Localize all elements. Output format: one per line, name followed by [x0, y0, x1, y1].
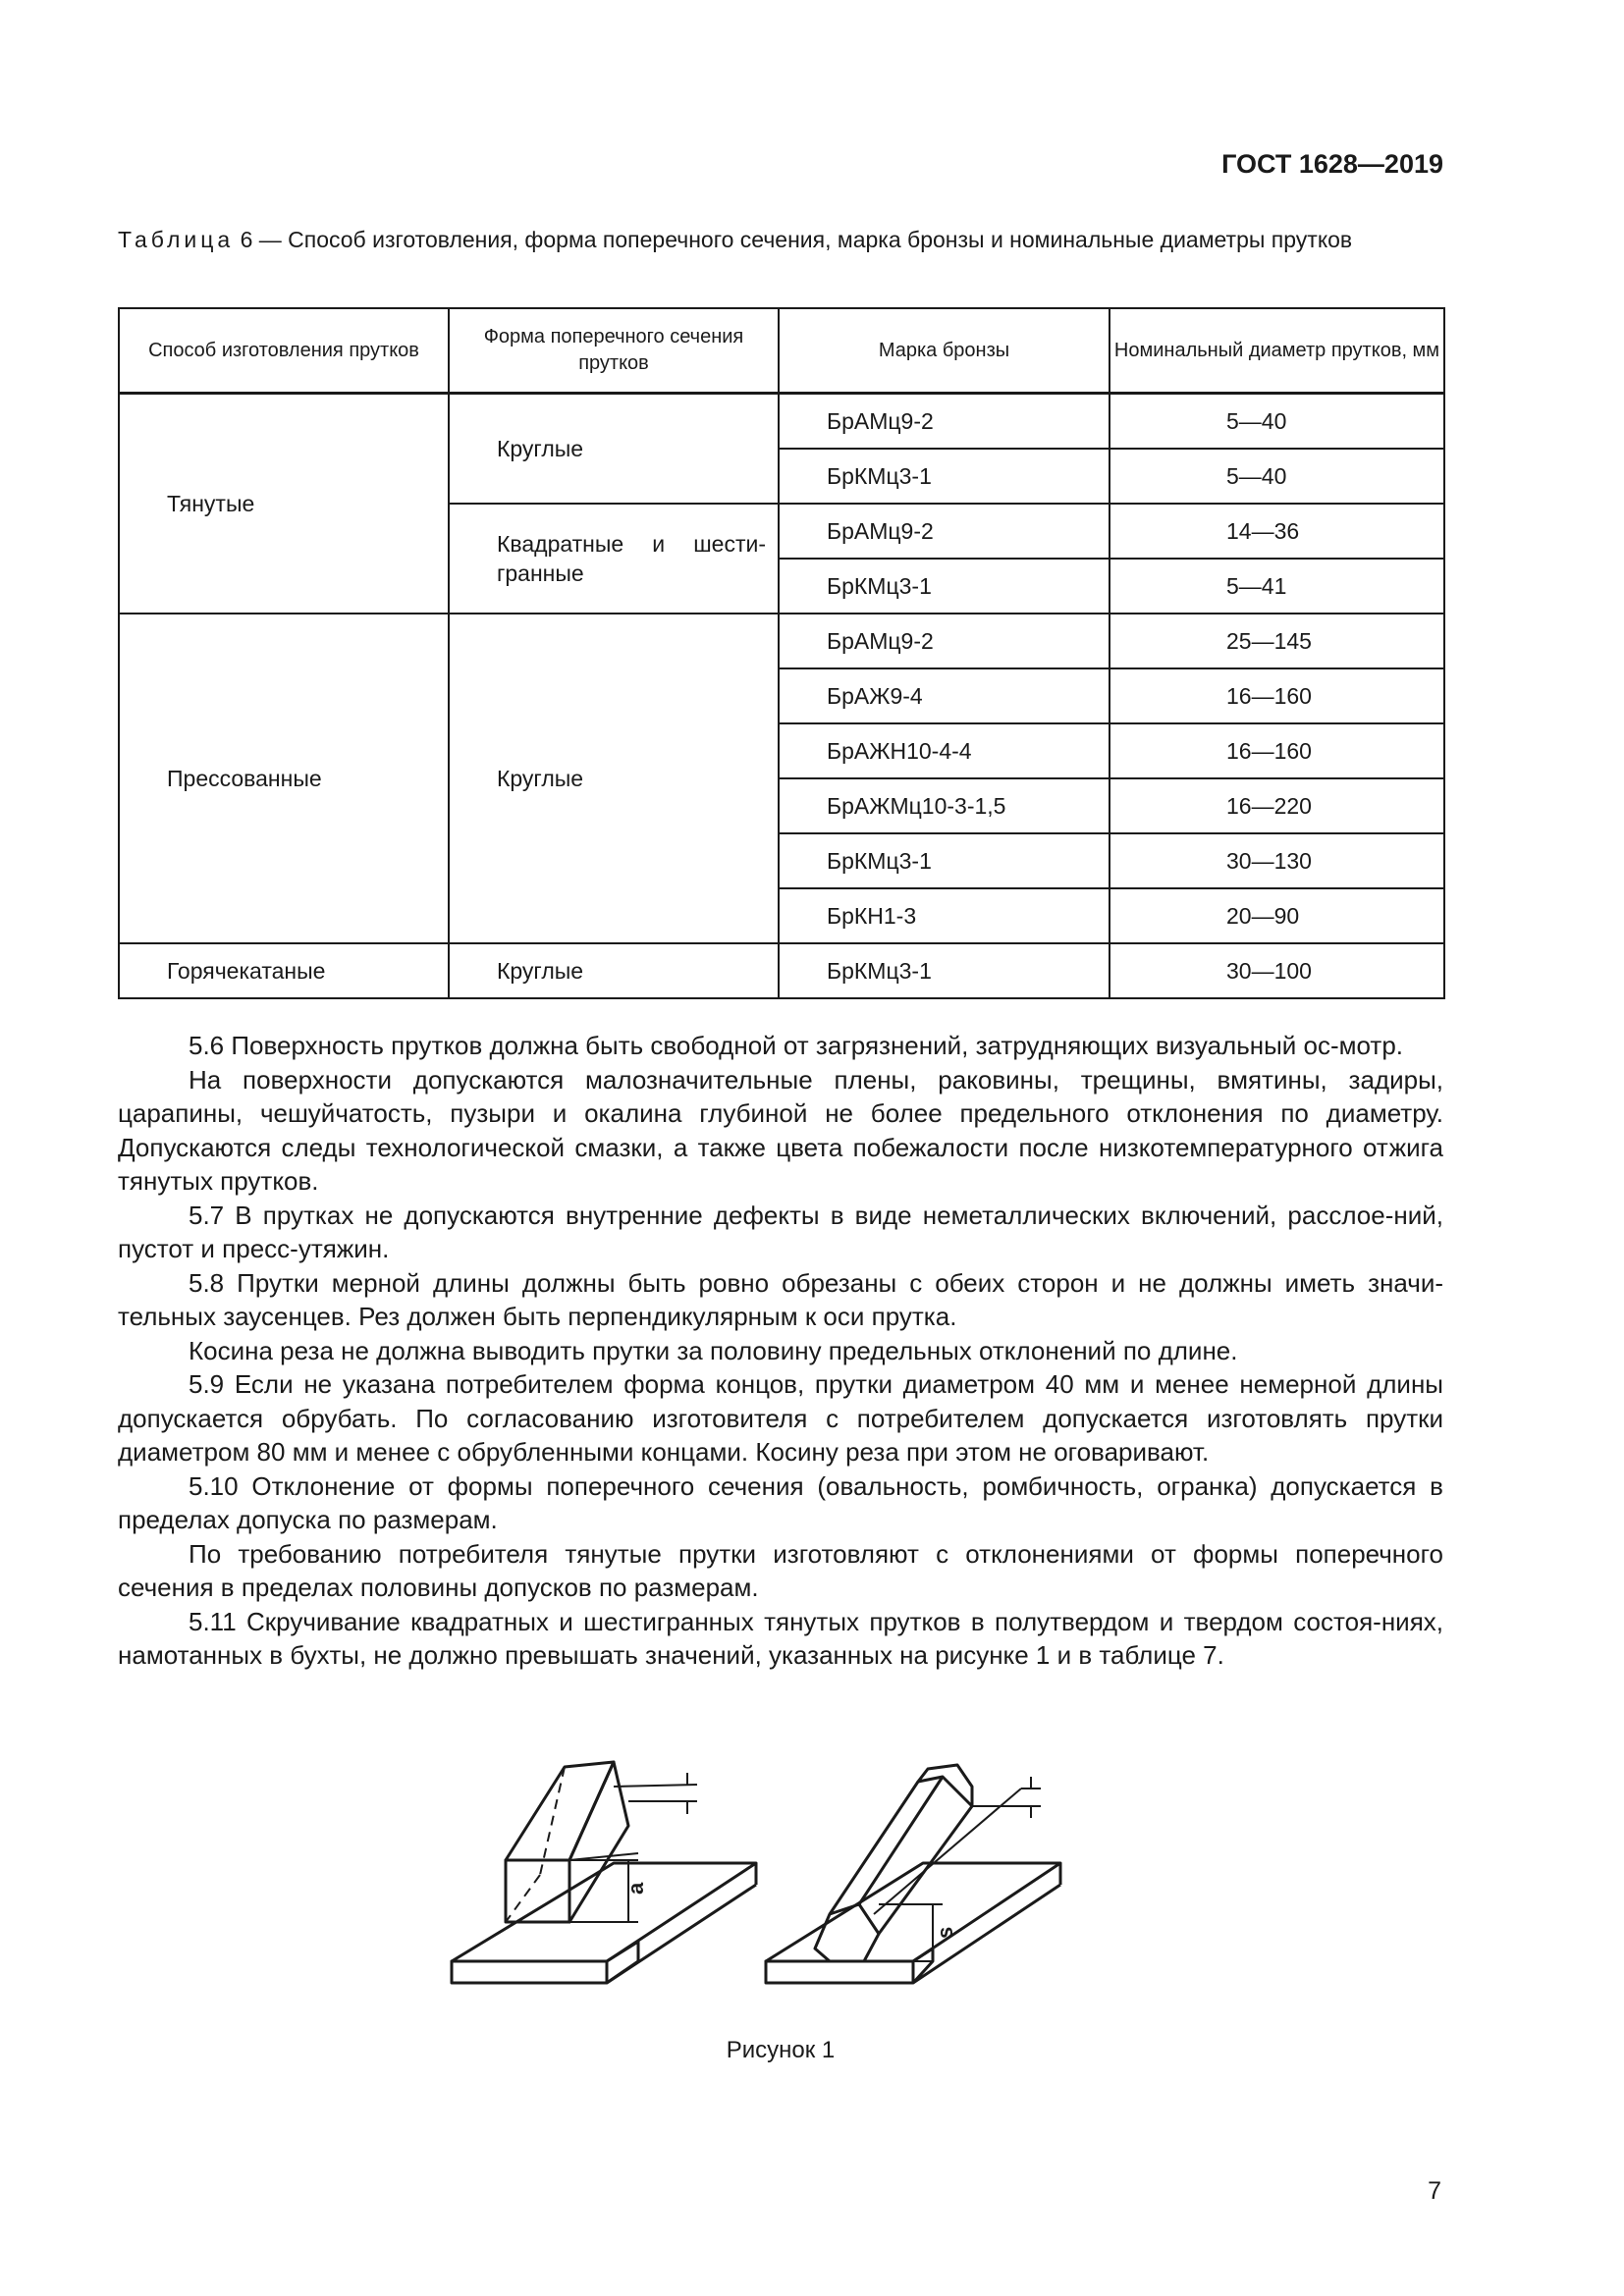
- support-plate-right: [766, 1949, 933, 1983]
- paragraph: Косина реза не должна выводить прутки за половину предельных отклонений по длине.: [189, 1335, 1238, 1365]
- form-round: Круглые: [449, 394, 779, 505]
- grade-cell: БрКМц3-1: [779, 559, 1110, 614]
- table-row: [119, 614, 1444, 668]
- method-hot-rolled: Горячекатаные: [119, 943, 449, 998]
- support-plate-right-top: [766, 1863, 1060, 1961]
- page-number: 7: [1428, 2177, 1441, 2205]
- table-row: [119, 943, 1444, 998]
- diameter-cell: 16—160: [1110, 668, 1444, 723]
- square-bar-left-face: [506, 1762, 614, 1860]
- grade-cell: БрАМц9-2: [779, 394, 1110, 450]
- form-round: Круглые: [449, 614, 779, 943]
- table-caption-label: Таблица: [118, 227, 235, 252]
- diameter-cell: 30—130: [1110, 833, 1444, 888]
- grade-cell: БрАМц9-2: [779, 504, 1110, 559]
- diameter-cell: 30—100: [1110, 943, 1444, 998]
- diameter-cell: 14—36: [1110, 504, 1444, 559]
- table-caption-text: 6 — Способ изготовления, форма поперечного сечения, марка бронзы и номинальные диаметры прутков: [234, 227, 1353, 252]
- body-text: [118, 1029, 1443, 1673]
- paragraph-5-9: 5.9 Если не указана потребителем форма концов, прутки диаметром 40 мм и менее немерной длины допускается обрубать. По согласованию изготовителя с потребителем допускается изготовлять прутки диаметром 80 мм и менее с обрубленными концами. Косину реза при этом не оговаривают.: [118, 1369, 1443, 1467]
- table-row: [119, 394, 1444, 450]
- hex-bar-end-face: [815, 1904, 879, 1961]
- square-bar-end-face: [506, 1860, 569, 1922]
- diameter-cell: 5—41: [1110, 559, 1444, 614]
- header-form: Форма поперечного сечения прутков: [449, 308, 779, 394]
- paragraph-5-6: 5.6 Поверхность прутков должна быть свободной от загрязнений, затрудняющих визуальный ос-мотр.: [189, 1031, 1404, 1060]
- dimension-label-s: s: [933, 1926, 957, 1939]
- paragraph-5-10: 5.10 Отклонение от формы поперечного сечения (овальность, ромбичность, огранка) допускается в пределах допуска по размерам.: [118, 1470, 1443, 1534]
- diameter-cell: 16—220: [1110, 778, 1444, 833]
- table-header-row: [119, 308, 1444, 394]
- support-plate-left-top: [452, 1863, 756, 1961]
- paragraph: На поверхности допускаются малозначительные плены, раковины, трещины, вмятины, задиры, царапины, чешуйчатость, пузыри и окалина глубиной не более предельного отклонения по диаметру. Допускаются следы технологической смазки, а также цвета побежалости после низкотемпературного отжига тянутых прутков.: [118, 1064, 1443, 1196]
- diameter-cell: 16—160: [1110, 723, 1444, 778]
- paragraph-5-11: 5.11 Скручивание квадратных и шестигранных тянутых прутков в полутвердом и твердом состоя-ниях, намотанных в бухты, не должно превышать значений, указанных на рисунке 1 и в таблице 7.: [118, 1606, 1443, 1670]
- grade-cell: БрКМц3-1: [779, 449, 1110, 504]
- table-6: [118, 307, 1445, 999]
- table-caption: [118, 224, 1443, 256]
- header-grade: Марка бронзы: [779, 308, 1110, 394]
- header-method: Способ изготовления прутков: [119, 308, 449, 394]
- diameter-cell: 5—40: [1110, 449, 1444, 504]
- grade-cell: БрКМц3-1: [779, 833, 1110, 888]
- paragraph-5-7: 5.7 В прутках не допускаются внутренние дефекты в виде неметаллических включений, расслое-ний, пустот и пресс-утяжин.: [118, 1200, 1443, 1263]
- grade-cell: БрКН1-3: [779, 888, 1110, 943]
- header-diameter: Номинальный диаметр прутков, мм: [1110, 308, 1444, 394]
- form-round: Круглые: [449, 943, 779, 998]
- hexagonal-bar-sketch: [766, 1765, 1060, 1983]
- dimension-label-a: a: [623, 1882, 648, 1895]
- form-square-hex: Квадратные и шести-гранные: [449, 504, 779, 614]
- grade-cell: БрАЖМц10-3-1,5: [779, 778, 1110, 833]
- figure-caption: Рисунок 1: [726, 2037, 836, 2063]
- grade-cell: БрКМц3-1: [779, 943, 1110, 998]
- diameter-cell: 20—90: [1110, 888, 1444, 943]
- method-pressed: Прессованные: [119, 614, 449, 943]
- paragraph-5-8: 5.8 Прутки мерной длины должны быть ровно обрезаны с обеих сторон и не должны иметь значи-тельных заусенцев. Рез должен быть перпендикулярным к оси прутка.: [118, 1267, 1443, 1331]
- grade-cell: БрАМц9-2: [779, 614, 1110, 668]
- document-code: ГОСТ 1628—2019: [1221, 149, 1443, 179]
- grade-cell: БрАЖН10-4-4: [779, 723, 1110, 778]
- method-drawn: Тянутые: [119, 394, 449, 614]
- figure-1-drawing: [442, 1747, 1080, 2002]
- grade-cell: БрАЖ9-4: [779, 668, 1110, 723]
- diameter-cell: 5—40: [1110, 394, 1444, 450]
- square-bar-sketch: [452, 1762, 756, 1983]
- paragraph: По требованию потребителя тянутые прутки изготовляют с отклонениями от формы поперечного сечения в пределах половины допусков по размерам.: [118, 1538, 1443, 1602]
- diameter-cell: 25—145: [1110, 614, 1444, 668]
